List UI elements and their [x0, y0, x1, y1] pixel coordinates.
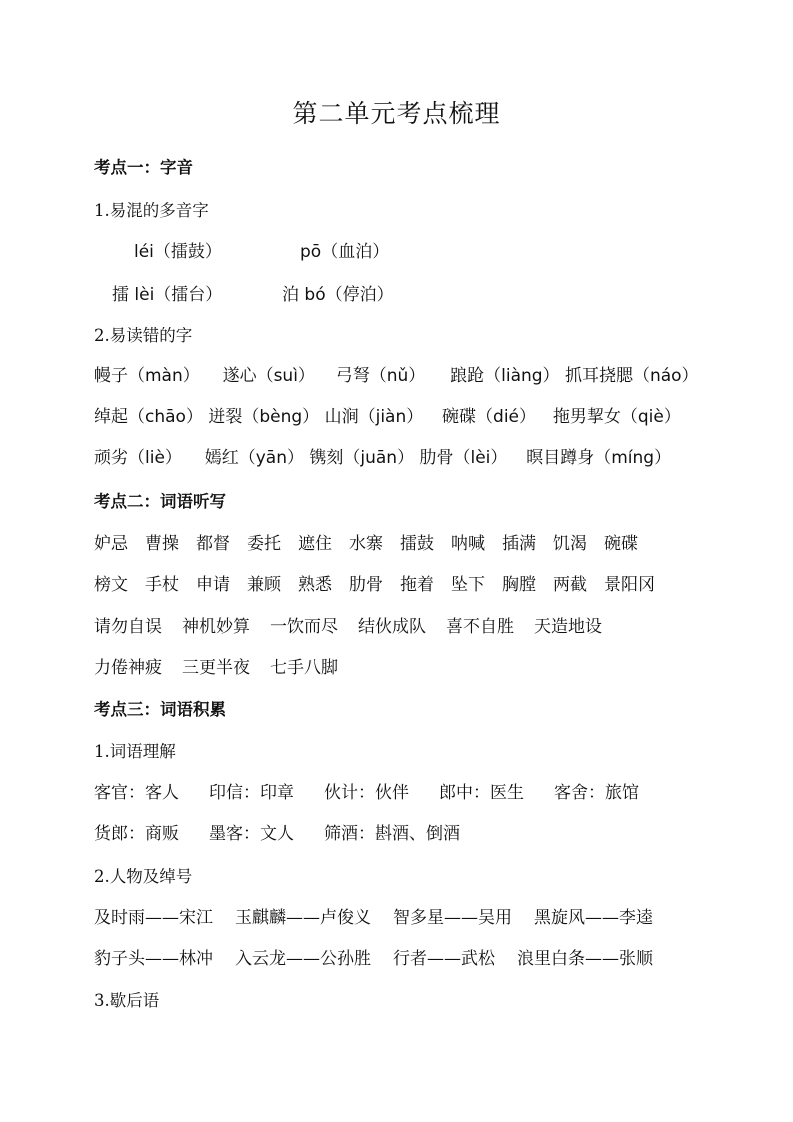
- list-item: 坠下: [451, 575, 485, 595]
- section-heading-vocabulary: 考点三：词语积累: [94, 700, 226, 719]
- section-heading-pronunciation: 考点一：字音: [94, 158, 193, 177]
- list-item: 神机妙算: [182, 617, 250, 637]
- polyphonic-lei2: léi（擂鼓）: [134, 242, 222, 262]
- list-item: 喜不自胜: [446, 617, 514, 637]
- list-item: 行者——武松: [393, 949, 495, 969]
- list-item: 兼顾: [247, 575, 281, 595]
- list-item: 印信：印章: [209, 783, 294, 803]
- list-item: 曹操: [145, 534, 179, 554]
- nickname-row-2: [94, 947, 653, 971]
- list-item: 玉麒麟——卢俊义: [235, 908, 371, 928]
- list-item: 碗碟: [604, 534, 638, 554]
- hard-chars-row-3: [94, 446, 671, 470]
- list-item: 碗碟（dié）: [442, 407, 537, 427]
- list-item: 顽劣（liè）: [94, 448, 182, 468]
- list-item: 结伙成队: [358, 617, 426, 637]
- list-item: 墨客：文人: [209, 824, 294, 844]
- subheading-nicknames: 2.人物及绰号: [94, 867, 193, 886]
- subheading-meaning: 1.词语理解: [94, 742, 176, 761]
- list-item: 入云龙——公孙胜: [235, 949, 371, 969]
- list-item: 申请: [196, 575, 230, 595]
- list-item: 浪里白条——张顺: [517, 949, 653, 969]
- list-item: 郎中：医生: [439, 783, 524, 803]
- list-item: 榜文: [94, 575, 128, 595]
- list-item: 弓弩（nǔ）: [335, 366, 426, 386]
- list-item: 熟悉: [298, 575, 332, 595]
- list-item: 拖着: [400, 575, 434, 595]
- subheading-hard-chars: 2.易读错的字: [94, 326, 193, 345]
- list-item: 及时雨——宋江: [94, 908, 213, 928]
- list-item: 镌刻（juān）: [309, 448, 415, 468]
- list-item: 山涧（jiàn）: [324, 407, 424, 427]
- list-item: 伙计：伙伴: [324, 783, 409, 803]
- list-item: 幔子（màn）: [94, 366, 200, 386]
- list-item: 都督: [196, 534, 230, 554]
- nickname-row-1: [94, 906, 653, 930]
- list-item: 嫣红（yān）: [204, 448, 304, 468]
- polyphonic-bo2: 泊 bó（停泊）: [282, 285, 394, 305]
- list-item: 客舍：旅馆: [554, 783, 639, 803]
- list-item: 擂鼓: [400, 534, 434, 554]
- list-item: 肋骨: [349, 575, 383, 595]
- hard-chars-row-1: [94, 364, 699, 388]
- list-item: 景阳冈: [604, 575, 655, 595]
- list-item: 客官：客人: [94, 783, 179, 803]
- list-item: 肋骨（lèi）: [419, 448, 508, 468]
- dictation-row-4: [94, 656, 338, 680]
- dictation-row-3: [94, 615, 602, 639]
- list-item: 遂心（suì）: [222, 366, 315, 386]
- list-item: 暝目蹲身（míng）: [526, 448, 672, 468]
- section-heading-dictation: 考点二：词语听写: [94, 492, 226, 511]
- list-item: 胸膛: [502, 575, 536, 595]
- list-item: 筛酒：斟酒、倒酒: [324, 824, 460, 844]
- list-item: 水寨: [349, 534, 383, 554]
- list-item: 绰起（chāo）: [94, 407, 203, 427]
- subheading-polyphonic: 1.易混的多音字: [94, 201, 209, 220]
- list-item: 饥渴: [553, 534, 587, 554]
- list-item: 插满: [502, 534, 536, 554]
- list-item: 智多星——吴用: [393, 908, 512, 928]
- list-item: 拖男挈女（qiè）: [552, 407, 681, 427]
- list-item: 天造地设: [534, 617, 602, 637]
- list-item: 抓耳挠腮（náo）: [564, 366, 699, 386]
- list-item: 力倦神疲: [94, 658, 162, 678]
- list-item: 妒忌: [94, 534, 128, 554]
- list-item: 遮住: [298, 534, 332, 554]
- meaning-row-2: [94, 822, 460, 846]
- meaning-row-1: [94, 781, 639, 805]
- polyphonic-lei4: 擂 lèi（擂台）: [112, 285, 223, 305]
- list-item: 七手八脚: [270, 658, 338, 678]
- list-item: 呐喊: [451, 534, 485, 554]
- dictation-row-1: [94, 532, 638, 556]
- hard-chars-row-2: [94, 405, 681, 429]
- list-item: 黑旋风——李逵: [534, 908, 653, 928]
- list-item: 迸裂（bèng）: [208, 407, 320, 427]
- polyphonic-po1: pō（血泊）: [300, 242, 390, 262]
- list-item: 一饮而尽: [270, 617, 338, 637]
- list-item: 货郎：商贩: [94, 824, 179, 844]
- list-item: 豹子头——林冲: [94, 949, 213, 969]
- list-item: 踉跄（liàng）: [450, 366, 560, 386]
- list-item: 两截: [553, 575, 587, 595]
- subheading-xiehouyu: 3.歇后语: [94, 991, 160, 1010]
- page-title: 第二单元考点梳理: [292, 99, 501, 128]
- list-item: 手杖: [145, 575, 179, 595]
- list-item: 请勿自误: [94, 617, 162, 637]
- dictation-row-2: [94, 573, 655, 597]
- list-item: 三更半夜: [182, 658, 250, 678]
- list-item: 委托: [247, 534, 281, 554]
